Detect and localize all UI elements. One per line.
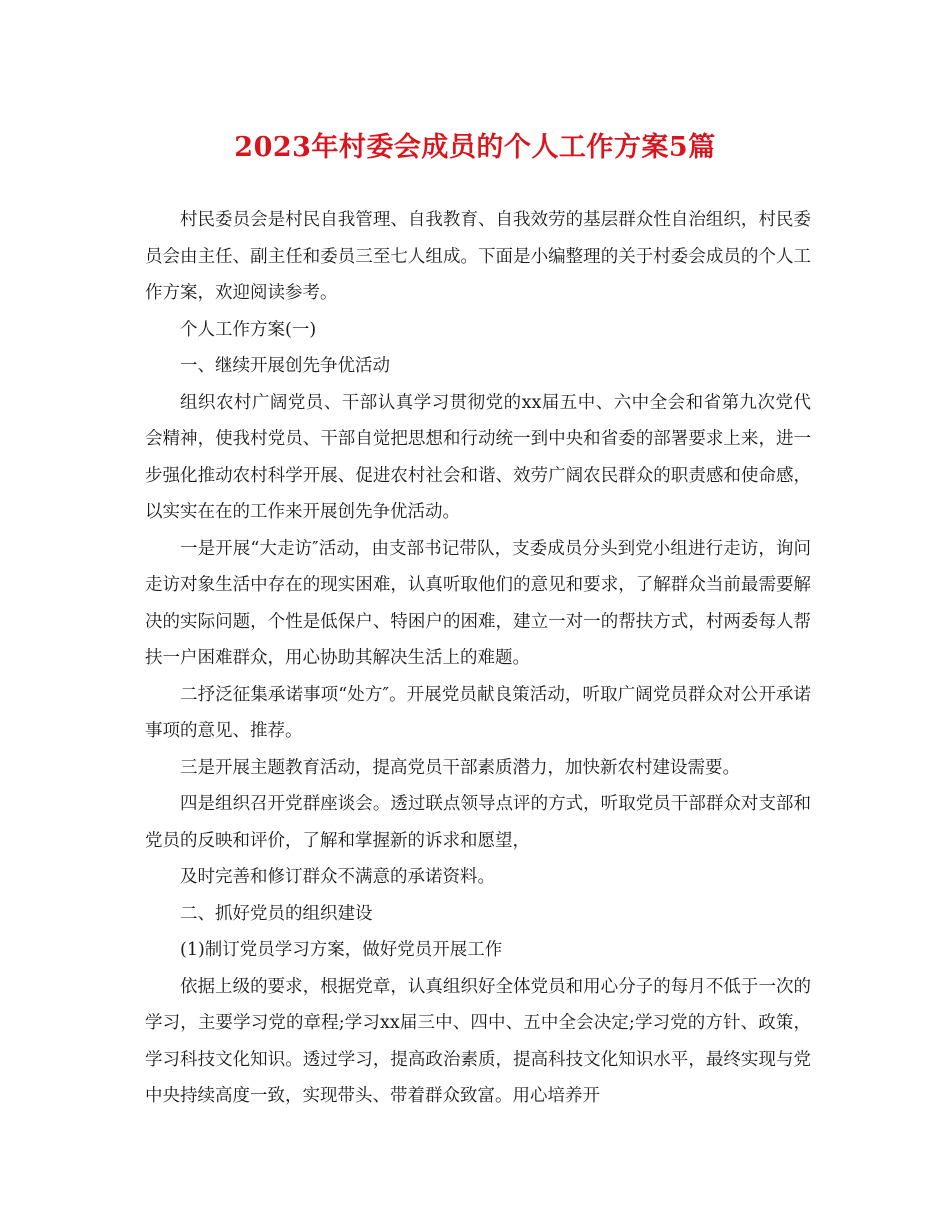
paragraph: 三是开展主题教育活动，提高党员干部素质潜力，加快新农村建设需要。 bbox=[180, 757, 740, 778]
paragraph: 二抒泛征集承诺事项“处方″。开展党员献良策活动，听取广阔党员群众对公开承诺事项的意见、推荐。 bbox=[145, 684, 811, 741]
paragraph: 及时完善和修订群众不满意的承诺资料。 bbox=[180, 867, 495, 887]
paragraph: 组织农村广阔党员、干部认真学习贯彻党的xx届五中、六中全会和省第九次党代会精神，使我村党员、干部自觉把思想和行动统一到中央和省委的部署要求上来，进一步强化推动农村科学开展、促进农村社会和谐、效劳广阔农民群众的职责感和使命感，以实实在在的工作来开展创先争优活动。 bbox=[145, 392, 811, 522]
section-heading-2: 二、抓好党员的组织建设 bbox=[180, 903, 373, 924]
section-heading-plan-one: 个人工作方案(一) bbox=[180, 319, 317, 340]
document-title: 2023年村委会成员的个人工作方案5篇 bbox=[234, 132, 716, 163]
document-body bbox=[145, 202, 811, 1115]
paragraph: 一是开展“大走访″活动，由支部书记带队，支委成员分头到党小组进行走访，询问走访对象生活中存在的现实困难，认真听取他们的意见和要求，了解群众当前最需要解决的实际问题，个性是低保户、特困户的困难，建立一对一的帮扶方式，村两委每人帮扶一户困难群众，用心协助其解决生活上的难题。 bbox=[145, 538, 811, 668]
section-heading-1: 一、继续开展创先争优活动 bbox=[180, 356, 390, 376]
paragraph: 依据上级的要求，根据党章，认真组织好全体党员和用心分子的每月不低于一次的学习，主要学习党的章程;学习xx届三中、四中、五中全会决定;学习党的方针、政策，学习科技文化知识。透过学习，提高政治素质，提高科技文化知识水平，最终实现与党中央持续高度一致，实现带头、带着群众致富。用心培养开 bbox=[145, 976, 811, 1106]
subsection-heading-1: (1)制订党员学习方案，做好党员开展工作 bbox=[180, 940, 503, 960]
paragraph-intro: 村民委员会是村民自我管理、自我教育、自我效劳的基层群众性自治组织，村民委员会由主任、副主任和委员三至七人组成。下面是小编整理的关于村委会成员的个人工作方案，欢迎阅读参考。 bbox=[145, 210, 811, 303]
paragraph: 四是组织召开党群座谈会。透过联点领导点评的方式，听取党员干部群众对支部和党员的反映和评价，了解和掌握新的诉求和愿望， bbox=[145, 794, 811, 851]
